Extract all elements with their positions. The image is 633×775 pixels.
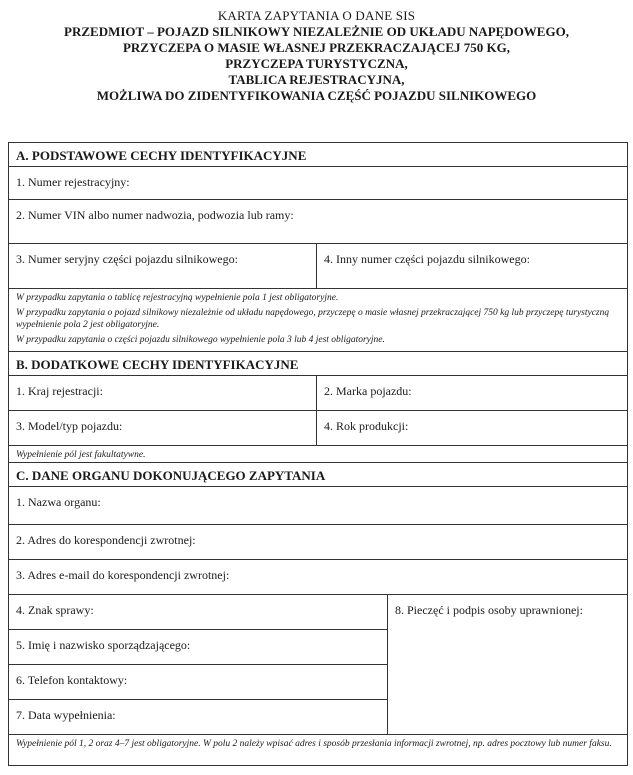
subject-line-1: PRZEDMIOT – POJAZD SILNIKOWY NIEZALEŻNIE OD UKŁADU NAPĘDOWEGO,	[64, 24, 569, 39]
section-a-note-block	[9, 289, 627, 351]
field-c8-stamp-signature[interactable]: 8. Pieczęć i podpis osoby uprawnionej:	[395, 603, 583, 617]
section-a-header	[9, 143, 627, 167]
field-a2-vin[interactable]: 2. Numer VIN albo numer nadwozia, podwozia lub ramy:	[16, 208, 294, 222]
field-a1-registration-number[interactable]: 1. Numer rejestracyjny:	[16, 175, 130, 189]
subject-line-3: PRZYCZEPA TURYSTYCZNA,	[225, 56, 408, 71]
field-b1-registration-country[interactable]: 1. Kraj rejestracji:	[9, 376, 317, 410]
form-header	[0, 8, 633, 104]
field-a2-row[interactable]	[9, 200, 627, 244]
field-c4-c8-block	[9, 595, 627, 735]
section-b-header	[9, 352, 627, 376]
field-b3-b4-row	[9, 411, 627, 446]
field-a1-row[interactable]	[9, 167, 627, 200]
field-c6-contact-phone[interactable]: 6. Telefon kontaktowy:	[9, 665, 387, 700]
field-c1-authority-name[interactable]: 1. Nazwa organu:	[16, 495, 101, 509]
subject-line-4: TABLICA REJESTRACYJNA,	[228, 72, 405, 87]
field-a3-part-serial[interactable]: 3. Numer seryjny części pojazdu silnikowego:	[9, 244, 317, 288]
field-c2-return-address[interactable]: 2. Adres do korespondencji zwrotnej:	[16, 533, 196, 547]
section-c-title: C. DANE ORGANU DOKONUJĄCEGO ZAPYTANIA	[16, 468, 326, 483]
section-b-note: Wypełnienie pól jest fakultatywne.	[16, 450, 146, 460]
section-a-note-3: W przypadku zapytania o części pojazdu silnikowego wypełnienie pola 3 lub 4 jest obligatoryjne.	[16, 335, 385, 345]
field-c3-row[interactable]	[9, 560, 627, 595]
field-b1-b2-row	[9, 376, 627, 411]
section-b-title: B. DODATKOWE CECHY IDENTYFIKACYJNE	[16, 357, 299, 372]
subject-line-2: PRZYCZEPA O MASIE WŁASNEJ PRZEKRACZAJĄCEJ 750 KG,	[122, 40, 511, 55]
field-a3-a4-row	[9, 244, 627, 289]
section-b-notes	[9, 446, 627, 463]
section-a-note-2: W przypadku zapytania o pojazd silnikowy niezależnie od układu napędowego, przyczepę o masie własnej przekraczającej 750 kg lub przyczepę turystyczną wypełnienie pola 2 jest obligatoryjne.	[16, 308, 610, 330]
subject-line-5: MOŻLIWA DO ZIDENTYFIKOWANIA CZĘŚĆ POJAZDU SILNIKOWEGO	[96, 88, 537, 103]
field-c1-row[interactable]	[9, 487, 627, 525]
field-c2-row[interactable]	[9, 525, 627, 560]
section-c-note: Wypełnienie pól 1, 2 oraz 4–7 jest obligatoryjne. W polu 2 należy wpisać adres i sposób przesłania informacji zwrotnej, np. adres pocztowy lub numer faksu.	[16, 739, 612, 749]
field-b4-production-year[interactable]: 4. Rok produkcji:	[324, 419, 409, 433]
field-c3-return-email[interactable]: 3. Adres e-mail do korespondencji zwrotnej:	[16, 568, 230, 582]
field-b3-model-type[interactable]: 3. Model/typ pojazdu:	[9, 411, 317, 445]
section-a-note-1: W przypadku zapytania o tablicę rejestracyjną wypełnienie pola 1 jest obligatoryjne.	[16, 293, 339, 303]
field-c4-case-reference[interactable]: 4. Znak sprawy:	[9, 595, 387, 630]
field-b2-vehicle-make[interactable]: 2. Marka pojazdu:	[324, 384, 412, 398]
field-a4-part-other-number[interactable]: 4. Inny numer części pojazdu silnikowego:	[324, 252, 530, 266]
form-table	[8, 142, 628, 766]
section-c-header	[9, 463, 627, 487]
field-c5-preparer-name[interactable]: 5. Imię i nazwisko sporządzającego:	[9, 630, 387, 665]
field-c7-fill-date[interactable]: 7. Data wypełnienia:	[16, 708, 116, 722]
form-title: KARTA ZAPYTANIA O DANE SIS	[217, 8, 416, 23]
section-c-notes	[9, 735, 627, 765]
section-a-notes	[9, 289, 627, 352]
fields-c4-c7-column	[9, 595, 388, 734]
section-a-title: A. PODSTAWOWE CECHY IDENTYFIKACYJNE	[16, 148, 307, 163]
